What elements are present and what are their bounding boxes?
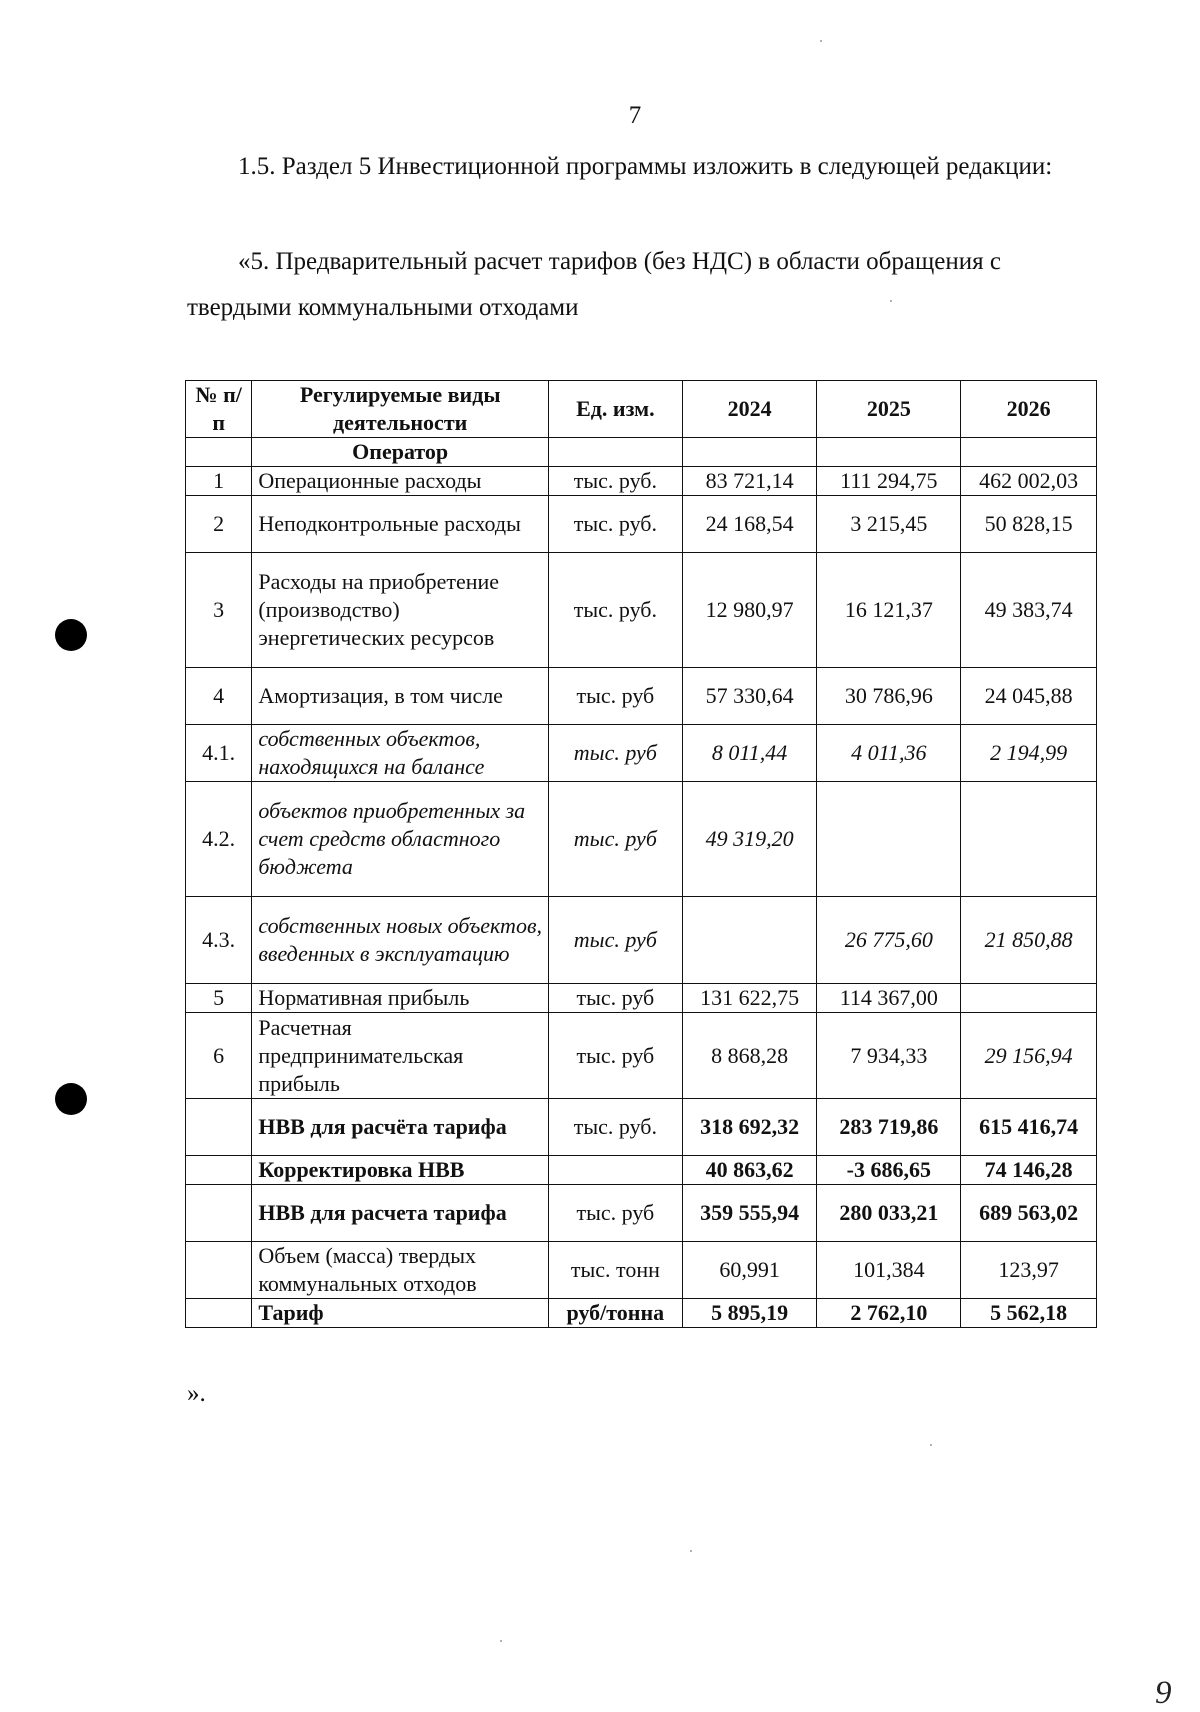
table-row: [186, 1013, 1097, 1099]
closing-quote: ».: [187, 1380, 206, 1407]
row-value-2025: 111 294,75: [817, 467, 961, 496]
table-row: [186, 897, 1097, 984]
header-number: № п/п: [186, 381, 252, 438]
row-value-2024: 40 863,62: [682, 1156, 817, 1185]
row-number: 4.3.: [186, 897, 252, 984]
row-value-2026: 5 562,18: [961, 1299, 1097, 1328]
row-value-2026: 50 828,15: [961, 496, 1097, 553]
row-value-2026: [961, 782, 1097, 897]
row-number: 4.2.: [186, 782, 252, 897]
row-unit: тыс. руб.: [548, 1099, 682, 1156]
row-value-2025: 30 786,96: [817, 668, 961, 725]
row-number: 3: [186, 553, 252, 668]
row-value-2026: [961, 984, 1097, 1013]
row-activity: Расчетная предпринимательская прибыль: [252, 1013, 549, 1099]
row-value-2026: 21 850,88: [961, 897, 1097, 984]
scan-speck: [820, 40, 822, 42]
row-value-2026: 29 156,94: [961, 1013, 1097, 1099]
row-number: 1: [186, 467, 252, 496]
table-row: [186, 1299, 1097, 1328]
row-activity: Тариф: [252, 1299, 549, 1328]
table-row: [186, 1156, 1097, 1185]
row-activity: НВВ для расчета тарифа: [252, 1185, 549, 1242]
table-row: [186, 1099, 1097, 1156]
row-activity: Расходы на приобретение (производство) энергетических ресурсов: [252, 553, 549, 668]
punch-hole: [55, 619, 87, 651]
paragraph-amendment: 1.5. Раздел 5 Инвестиционной программы изложить в следующей редакции:: [238, 153, 1053, 180]
row-value-2025: 2 762,10: [817, 1299, 961, 1328]
table-row: [186, 467, 1097, 496]
row-unit: тыс. руб: [548, 984, 682, 1013]
row-value-2025: 4 011,36: [817, 725, 961, 782]
row-number: 4.1.: [186, 725, 252, 782]
row-value-2025: 3 215,45: [817, 496, 961, 553]
row-value-2024: 359 555,94: [682, 1185, 817, 1242]
row-value-2026: 74 146,28: [961, 1156, 1097, 1185]
row-value-2026: 689 563,02: [961, 1185, 1097, 1242]
row-value-2024: 60,991: [682, 1242, 817, 1299]
row-unit: тыс. руб: [548, 897, 682, 984]
row-unit: руб/тонна: [548, 1299, 682, 1328]
row-value-2025: 283 719,86: [817, 1099, 961, 1156]
table-row: [186, 496, 1097, 553]
row-value-2025: 26 775,60: [817, 897, 961, 984]
paragraph-section-title: «5. Предварительный расчет тарифов (без НДС) в области обращения с твердыми коммунальными отходами: [187, 248, 1001, 321]
row-unit: тыс. руб.: [548, 496, 682, 553]
row-value-2025: 280 033,21: [817, 1185, 961, 1242]
row-unit: тыс. руб.: [548, 553, 682, 668]
table-row: [186, 984, 1097, 1013]
table-row: [186, 725, 1097, 782]
row-unit: тыс. руб.: [548, 467, 682, 496]
row-unit: тыс. руб: [548, 725, 682, 782]
handwritten-page-mark: 9: [1155, 1675, 1172, 1711]
row-value-2024: 12 980,97: [682, 553, 817, 668]
row-value-2025: -3 686,65: [817, 1156, 961, 1185]
row-value-2024: 83 721,14: [682, 467, 817, 496]
scan-speck: [930, 1444, 932, 1446]
table-header-row: [186, 381, 1097, 438]
row-activity: Амортизация, в том числе: [252, 668, 549, 725]
row-number: 2: [186, 496, 252, 553]
scan-speck: [500, 1640, 502, 1642]
row-unit: [548, 1156, 682, 1185]
row-unit: тыс. руб: [548, 1013, 682, 1099]
header-activity: Регулируемые виды деятельности: [252, 381, 549, 438]
scan-speck: [690, 1550, 692, 1552]
page-number: 7: [628, 102, 642, 129]
row-number: [186, 1299, 252, 1328]
row-number: [186, 1185, 252, 1242]
row-number: [186, 1242, 252, 1299]
tariff-table: [185, 380, 1097, 1328]
row-activity: НВВ для расчёта тарифа: [252, 1099, 549, 1156]
header-2025: 2025: [817, 381, 961, 438]
row-value-2026: 123,97: [961, 1242, 1097, 1299]
row-activity: собственных новых объектов, введенных в эксплуатацию: [252, 897, 549, 984]
row-number: 4: [186, 668, 252, 725]
table-row: [186, 1242, 1097, 1299]
row-value-2025: 101,384: [817, 1242, 961, 1299]
row-unit: тыс. тонн: [548, 1242, 682, 1299]
row-value-2026: 462 002,03: [961, 467, 1097, 496]
row-value-2026: 2 194,99: [961, 725, 1097, 782]
header-unit: Ед. изм.: [548, 381, 682, 438]
table-row: [186, 782, 1097, 897]
row-value-2025: 114 367,00: [817, 984, 961, 1013]
row-value-2026: 49 383,74: [961, 553, 1097, 668]
row-value-2026: 615 416,74: [961, 1099, 1097, 1156]
row-activity: Операционные расходы: [252, 467, 549, 496]
row-activity: объектов приобретенных за счет средств областного бюджета: [252, 782, 549, 897]
row-value-2025: 16 121,37: [817, 553, 961, 668]
row-activity: Неподконтрольные расходы: [252, 496, 549, 553]
row-number: [186, 1156, 252, 1185]
row-unit: тыс. руб: [548, 1185, 682, 1242]
row-value-2024: 24 168,54: [682, 496, 817, 553]
row-activity: Объем (масса) твердых коммунальных отходов: [252, 1242, 549, 1299]
row-value-2025: 7 934,33: [817, 1013, 961, 1099]
table-row: [186, 1185, 1097, 1242]
row-value-2024: 57 330,64: [682, 668, 817, 725]
row-value-2024: 318 692,32: [682, 1099, 817, 1156]
table-row: [186, 668, 1097, 725]
row-value-2024: 49 319,20: [682, 782, 817, 897]
row-value-2025: [817, 782, 961, 897]
row-unit: тыс. руб: [548, 782, 682, 897]
row-value-2024: 5 895,19: [682, 1299, 817, 1328]
row-activity: Нормативная прибыль: [252, 984, 549, 1013]
row-value-2024: [682, 897, 817, 984]
scan-speck: [890, 300, 892, 302]
row-value-2024: 8 868,28: [682, 1013, 817, 1099]
row-value-2024: 8 011,44: [682, 725, 817, 782]
row-number: 5: [186, 984, 252, 1013]
row-value-2026: 24 045,88: [961, 668, 1097, 725]
section-label: Оператор: [252, 438, 549, 467]
table-row: [186, 553, 1097, 668]
row-activity: собственных объектов, находящихся на балансе: [252, 725, 549, 782]
row-unit: тыс. руб: [548, 668, 682, 725]
section-row-operator: [186, 438, 1097, 467]
row-activity: Корректировка НВВ: [252, 1156, 549, 1185]
row-number: [186, 1099, 252, 1156]
row-value-2024: 131 622,75: [682, 984, 817, 1013]
punch-hole: [55, 1083, 87, 1115]
header-2024: 2024: [682, 381, 817, 438]
row-number: 6: [186, 1013, 252, 1099]
header-2026: 2026: [961, 381, 1097, 438]
